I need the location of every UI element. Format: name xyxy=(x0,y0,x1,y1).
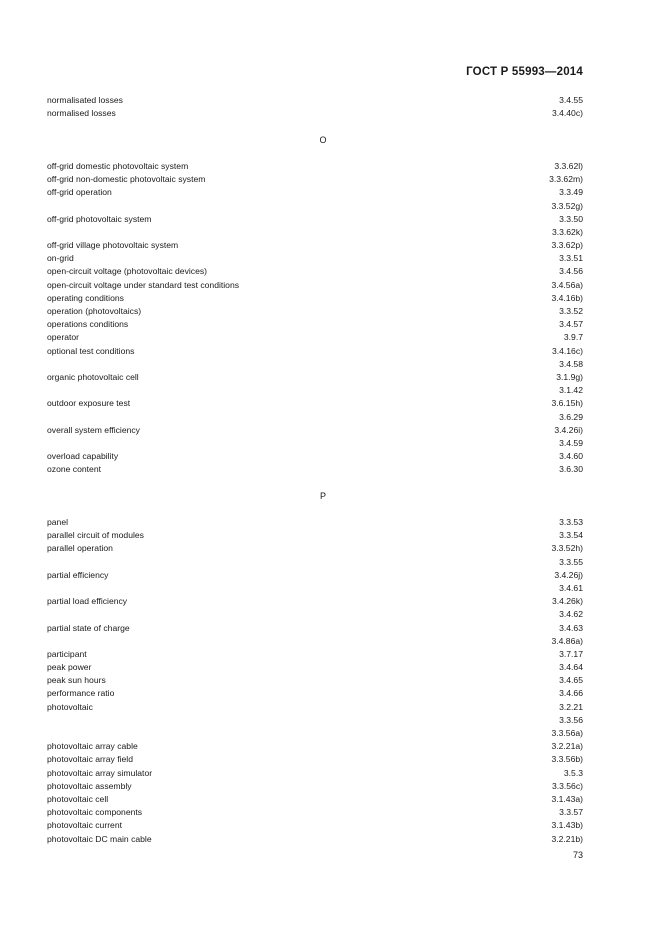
entry-reference: 3.3.52h) xyxy=(551,543,583,554)
entry-reference: 3.5.3 xyxy=(563,767,583,778)
entry-term: operator xyxy=(47,332,80,343)
entry-reference: 3.3.50 xyxy=(559,213,583,224)
entry-reference: 3.3.62l) xyxy=(554,160,583,171)
entry-term: panel xyxy=(47,517,69,527)
entry-reference: 3.4.86a) xyxy=(551,635,583,646)
index-entry xyxy=(47,582,583,595)
entry-reference: 3.4.58 xyxy=(559,358,583,369)
index-entry xyxy=(47,450,583,463)
entry-term: photovoltaic array field xyxy=(47,754,133,765)
entry-reference: 3.4.56 xyxy=(559,266,583,277)
entry-term: photovoltaic array simulator xyxy=(47,767,153,778)
entry-reference: 3.9.7 xyxy=(563,332,583,343)
index-entry xyxy=(47,687,583,700)
entry-reference: 3.4.26i) xyxy=(554,424,583,435)
entry-reference: 3.2.21b) xyxy=(551,833,583,844)
index-entry xyxy=(47,542,583,555)
entry-term: photovoltaic xyxy=(47,701,93,712)
index-entry xyxy=(47,411,583,424)
entry-reference: 3.4.61 xyxy=(559,582,583,593)
index-entry xyxy=(47,292,583,305)
index-entry xyxy=(47,186,583,199)
index-entry xyxy=(47,793,583,806)
entry-reference: 3.3.52g) xyxy=(551,200,583,211)
index-entry xyxy=(47,674,583,687)
entry-term: overall system efficiency xyxy=(47,424,140,435)
entry-reference: 3.3.56a) xyxy=(551,728,583,738)
index-entry xyxy=(47,714,583,727)
index-entry xyxy=(47,424,583,437)
index-entry xyxy=(47,331,583,344)
index-entry xyxy=(47,569,583,582)
entry-term: operations conditions xyxy=(47,319,129,330)
entry-reference: 3.7.17 xyxy=(559,648,583,659)
section-letter: P xyxy=(319,490,326,501)
entry-reference: 3.2.21a) xyxy=(551,741,583,752)
entry-term: photovoltaic DC main cable xyxy=(47,833,152,844)
entry-reference: 3.1.43a) xyxy=(551,793,583,804)
index-entry xyxy=(47,556,583,569)
entry-reference: 3.3.55 xyxy=(559,556,583,567)
index-entry xyxy=(47,595,583,608)
entry-term: optional test conditions xyxy=(47,345,135,356)
entry-term: parallel circuit of modules xyxy=(47,530,144,541)
entry-reference: 3.1.42 xyxy=(559,385,583,396)
index-entry xyxy=(47,635,583,648)
entry-term: organic photovoltaic cell xyxy=(47,371,139,382)
index-entry xyxy=(47,160,583,173)
index-entry xyxy=(47,94,583,107)
entry-reference: 3.3.52 xyxy=(559,306,583,316)
entry-reference: 3.4.16b) xyxy=(551,292,583,303)
entry-reference: 3.3.53 xyxy=(559,517,583,527)
entry-reference: 3.3.62m) xyxy=(549,174,583,185)
index-entry xyxy=(47,753,583,766)
entry-reference: 3.4.57 xyxy=(559,319,583,330)
entry-term: parallel operation xyxy=(47,543,113,554)
entry-reference: 3.3.56c) xyxy=(551,780,583,791)
index-entry xyxy=(47,529,583,542)
index-entry xyxy=(47,701,583,714)
index-entry xyxy=(47,226,583,239)
entry-reference: 3.4.59 xyxy=(559,437,583,448)
entry-reference: 3.6.15h) xyxy=(551,398,583,409)
entry-term: photovoltaic components xyxy=(47,807,143,818)
index-entry xyxy=(47,806,583,819)
index-entry xyxy=(47,727,583,740)
entry-reference: 3.4.63 xyxy=(559,622,583,633)
entry-term: operating conditions xyxy=(47,292,124,303)
entry-term: partial load efficiency xyxy=(47,596,128,607)
entry-term: normalised losses xyxy=(47,108,116,119)
entry-term: normalisated losses xyxy=(47,95,123,105)
page-number: 73 xyxy=(572,850,583,860)
index-entry xyxy=(47,345,583,358)
entry-reference: 3.3.62p) xyxy=(551,240,583,251)
entry-reference: 3.4.26k) xyxy=(551,596,583,607)
entry-term: overload capability xyxy=(47,451,119,462)
entry-reference: 3.6.29 xyxy=(559,411,583,422)
entry-reference: 3.3.49 xyxy=(559,187,583,198)
entry-reference: 3.4.62 xyxy=(559,609,583,620)
entry-reference: 3.4.64 xyxy=(559,662,583,673)
entry-reference: 3.3.54 xyxy=(559,530,583,541)
entry-term: open-circuit voltage (photovoltaic devices) xyxy=(47,266,208,277)
index-entry xyxy=(47,780,583,793)
index-entry xyxy=(47,437,583,450)
index-entry xyxy=(47,608,583,621)
entry-reference: 3.1.9g) xyxy=(556,371,583,382)
entry-term: photovoltaic assembly xyxy=(47,780,132,791)
entry-reference: 3.4.55 xyxy=(559,95,583,105)
index-entry xyxy=(47,819,583,832)
entry-term: off-grid non-domestic photovoltaic system xyxy=(47,174,206,185)
entry-term: off-grid domestic photovoltaic system xyxy=(47,160,189,171)
entry-term: performance ratio xyxy=(47,688,115,699)
index-entry xyxy=(47,213,583,226)
entry-reference: 3.3.57 xyxy=(559,807,583,818)
entry-term: outdoor exposure test xyxy=(47,398,131,409)
entry-reference: 3.6.30 xyxy=(559,464,583,475)
index-entry xyxy=(47,279,583,292)
index-entry xyxy=(47,371,583,384)
entry-reference: 3.2.21 xyxy=(559,701,583,712)
entry-reference: 3.4.65 xyxy=(559,675,583,686)
index-entry xyxy=(47,107,583,120)
entry-term: partial state of charge xyxy=(47,622,130,633)
entry-reference: 3.3.62k) xyxy=(551,226,583,237)
entry-term: peak sun hours xyxy=(47,675,106,686)
index-entry xyxy=(47,252,583,265)
index-entry xyxy=(47,767,583,780)
index-entry xyxy=(47,463,583,476)
entry-reference: 3.4.26j) xyxy=(554,569,583,580)
entry-term: photovoltaic array cable xyxy=(47,741,138,752)
section-letter: O xyxy=(319,134,327,145)
entry-reference: 3.4.40c) xyxy=(551,108,583,119)
entry-term: operation (photovoltaics) xyxy=(47,306,142,316)
index-entry xyxy=(47,622,583,635)
entry-term: off-grid operation xyxy=(47,187,112,198)
entry-term: on-grid xyxy=(47,253,74,264)
entry-reference: 3.4.16c) xyxy=(551,345,583,356)
entry-term: ozone content xyxy=(47,464,101,475)
entry-reference: 3.3.51 xyxy=(559,253,583,264)
index-entry xyxy=(47,173,583,186)
entry-reference: 3.1.43b) xyxy=(551,820,583,831)
entry-term: partial efficiency xyxy=(47,569,109,580)
entry-term: photovoltaic current xyxy=(47,820,122,831)
index-entry xyxy=(47,384,583,397)
index-entry xyxy=(47,833,583,846)
index-list xyxy=(47,94,583,846)
entry-reference: 3.4.56a) xyxy=(551,279,583,290)
entry-term: off-grid photovoltaic system xyxy=(47,213,152,224)
index-entry xyxy=(47,516,583,529)
entry-reference: 3.3.56b) xyxy=(551,754,583,765)
entry-reference: 3.4.60 xyxy=(559,451,583,462)
index-entry xyxy=(47,200,583,213)
entry-term: participant xyxy=(47,648,87,659)
index-entry xyxy=(47,661,583,674)
entry-term: peak power xyxy=(47,662,92,673)
index-entry xyxy=(47,397,583,410)
index-entry xyxy=(47,305,583,318)
index-entry xyxy=(47,318,583,331)
document-header: ГОСТ Р 55993—2014 xyxy=(466,66,583,78)
entry-term: open-circuit voltage under standard test conditions xyxy=(47,279,240,290)
index-entry xyxy=(47,648,583,661)
entry-term: photovoltaic cell xyxy=(47,793,109,804)
index-entry xyxy=(47,265,583,278)
entry-reference: 3.4.66 xyxy=(559,688,583,699)
index-entry xyxy=(47,358,583,371)
entry-term: off-grid village photovoltaic system xyxy=(47,240,179,251)
index-entry xyxy=(47,740,583,753)
index-entry xyxy=(47,239,583,252)
entry-reference: 3.3.56 xyxy=(559,714,583,725)
